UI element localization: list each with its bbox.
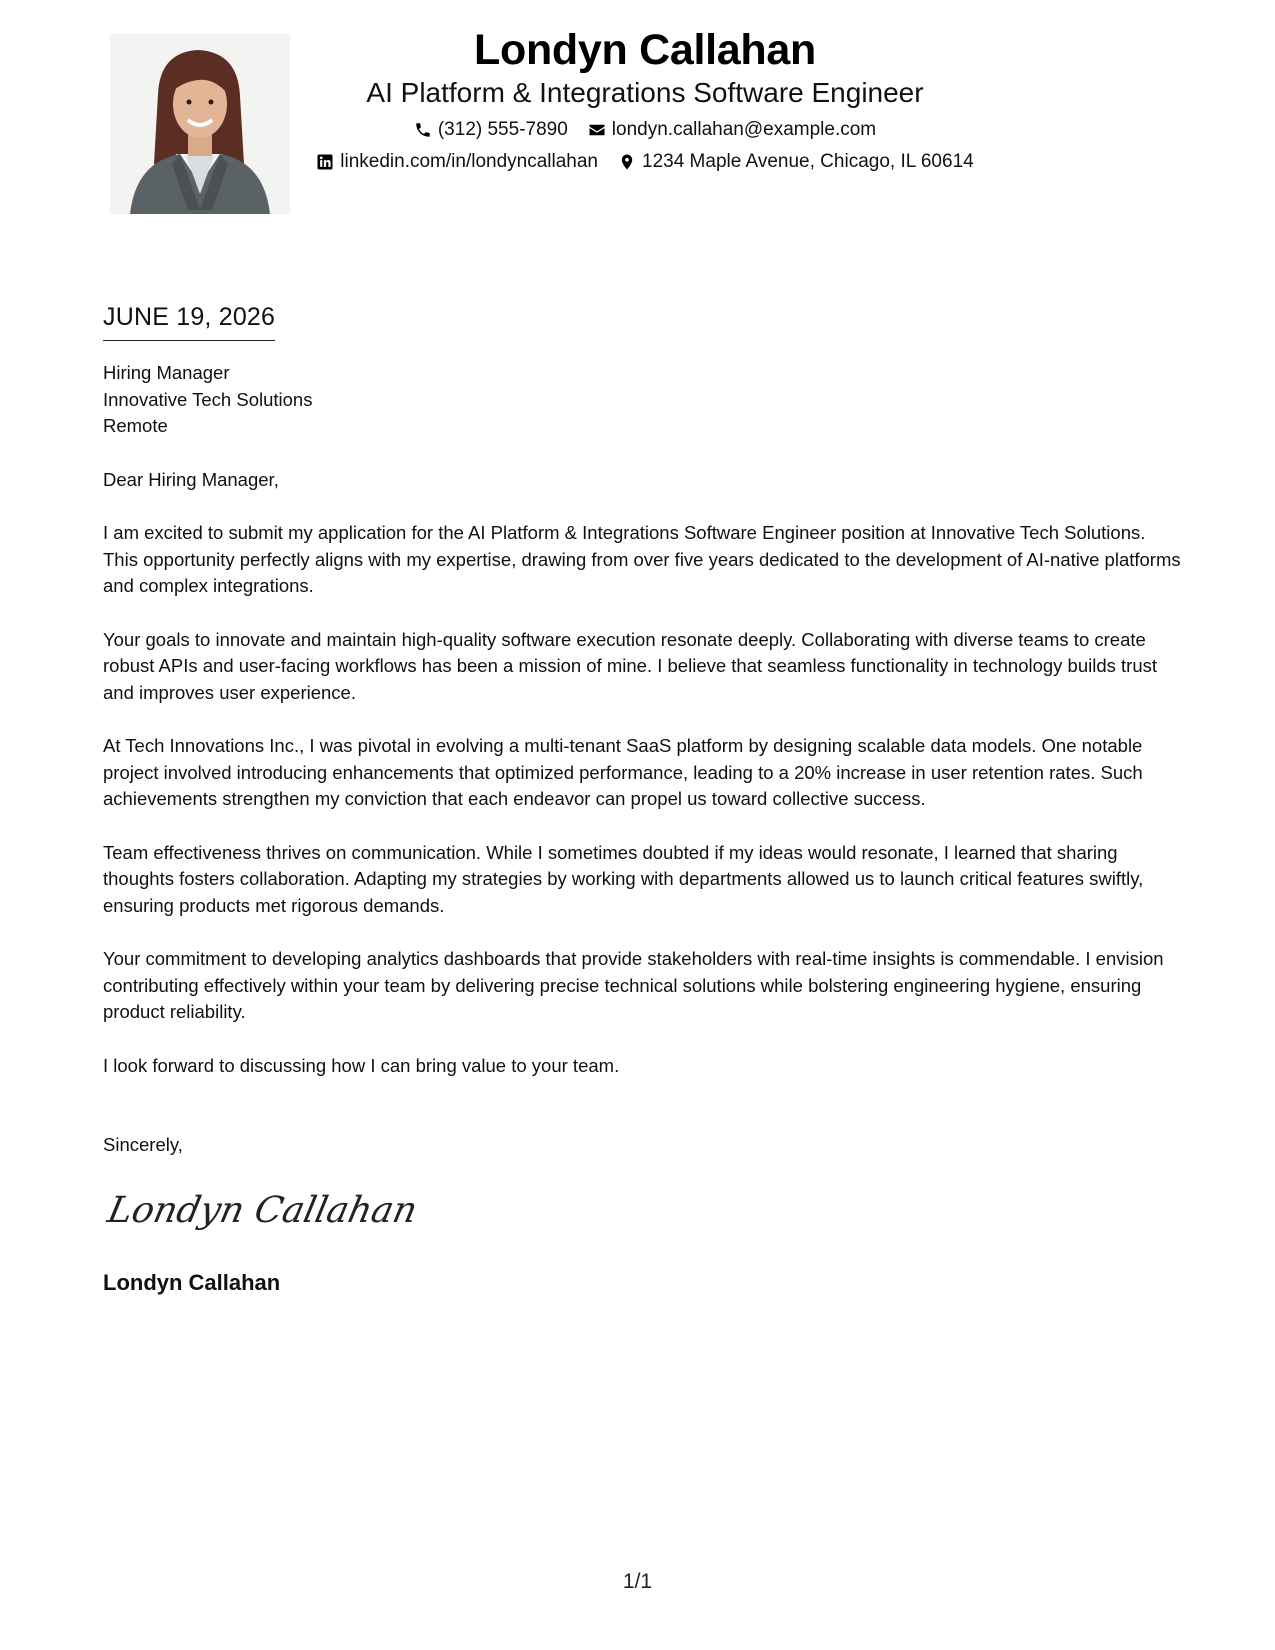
linkedin-icon (316, 153, 334, 171)
applicant-name: Londyn Callahan (474, 26, 816, 74)
profile-photo (110, 34, 290, 214)
signature-text: Londyn Callahan (104, 1188, 422, 1231)
email-contact (588, 118, 876, 142)
linkedin-url: linkedin.com/in/londyncallahan (340, 151, 598, 172)
body-paragraph: Your commitment to developing analytics dashboards that provide stakeholders with real-time insights is commendable. I envision contributing effectively within your team by delivering precise technical solutions while bolstering engineering hygiene, ensuring product reliability. (103, 948, 1164, 1022)
body-paragraph: Your goals to innovate and maintain high-quality software execution resonate deeply. Collaborating with diverse teams to create robust APIs and user-facing workflows has been a mission of mine. I believe that seamless functionality in technology builds trust and improves user experience. (103, 628, 1158, 703)
street-address: 1234 Maple Avenue, Chicago, IL 60614 (642, 151, 974, 172)
phone-contact (414, 118, 568, 142)
signed-name: Londyn Callahan (103, 1270, 281, 1295)
body-paragraph: I look forward to discussing how I can bring value to your team. (103, 1054, 620, 1076)
recipient-line: Innovative Tech Solutions (103, 388, 313, 410)
email-address: londyn.callahan@example.com (611, 119, 877, 140)
letter-body (103, 360, 1183, 1159)
handwritten-signature (103, 1180, 422, 1240)
letter-header (300, 24, 990, 174)
linkedin-contact (316, 150, 598, 174)
recipient-line: Remote (103, 415, 168, 436)
recipient-block (103, 360, 1183, 440)
letter-date: JUNE 19, 2026 (103, 302, 275, 341)
body-paragraph: Team effectiveness thrives on communication. While I sometimes doubted if my ideas would resonate, I learned that sharing thoughts fosters collaboration. Adapting my strategies by working with departments allowed us to launch critical features swiftly, ensuring products met rigorous demands. (103, 841, 1144, 916)
page-number: 1/1 (622, 1570, 653, 1593)
closing: Sincerely, (103, 1134, 183, 1155)
phone-number: (312) 555-7890 (437, 119, 568, 140)
envelope-icon (588, 121, 606, 139)
address-contact (618, 150, 974, 174)
recipient-line: Hiring Manager (103, 362, 230, 383)
contact-line-1 (300, 118, 990, 142)
map-pin-icon (618, 153, 636, 171)
phone-icon (414, 121, 432, 139)
body-paragraph: At Tech Innovations Inc., I was pivotal in evolving a multi-tenant SaaS platform by designing scalable data models. One notable project involved introducing enhancements that optimized performance, leading to a 20% increase in user retention rates. Such achievements strengthen my conviction that each endeavor can propel us toward collective success. (103, 735, 1143, 809)
salutation: Dear Hiring Manager, (103, 468, 279, 490)
contact-line-2 (300, 150, 990, 174)
body-paragraph: I am excited to submit my application for the AI Platform & Integrations Software Engineer position at Innovative Tech Solutions. This opportunity perfectly aligns with my expertise, drawing from over five years dedicated to the development of AI-native platforms and complex integrations. (103, 522, 1181, 596)
job-title: AI Platform & Integrations Software Engineer (366, 77, 924, 108)
